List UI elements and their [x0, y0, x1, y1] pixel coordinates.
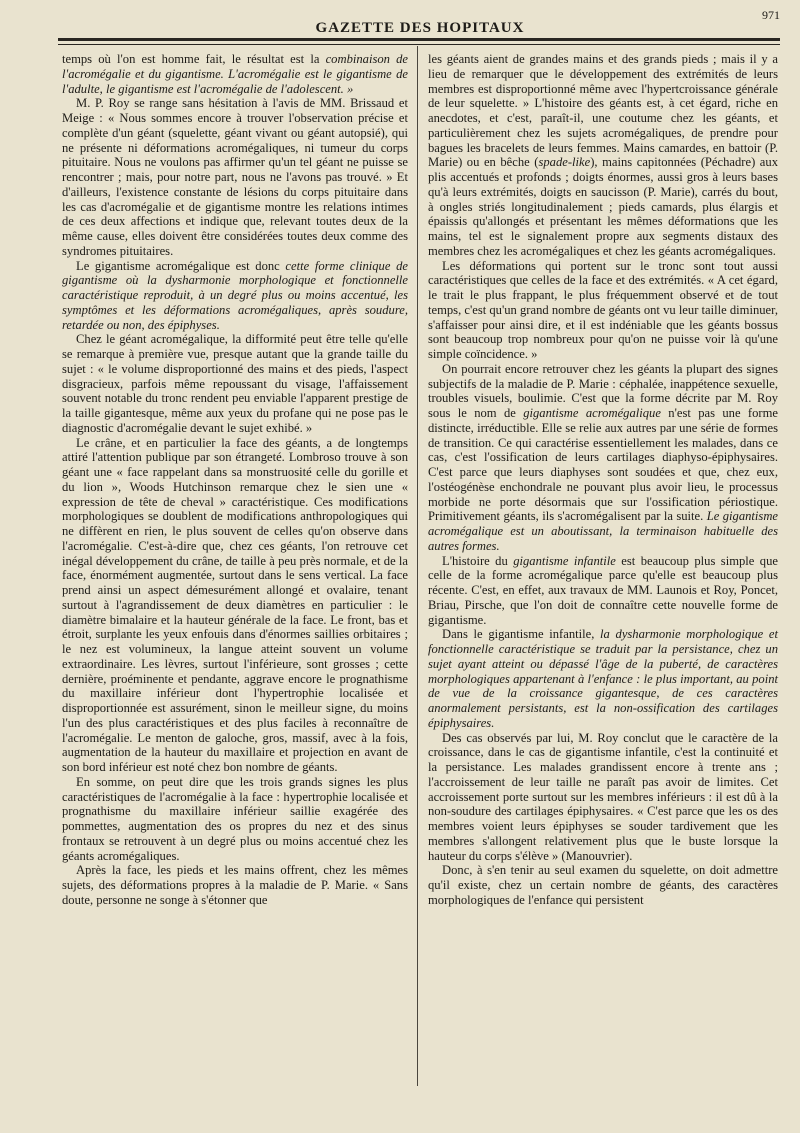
text-run: n'est pas une forme distincte, irréductible. Elle se relie aux autres par une série de formes de transition. Ce qui caractérise essentiellement les malades, dans ce cas, c'est l'ossification de leurs cartilages diaphyso-épiphysaires. C'est parce que leurs diaphyses sont soudées et que, chez eux, l'ostéogénèse enchondrale ne pouvant plus avoir lieu, le processus morbide ne porte désormais que sur l'ossification périostique. Primitivement géants, ils s'acromégalisent par la suite. — [428, 406, 778, 524]
page-header — [60, 8, 780, 38]
page-number: 971 — [762, 8, 780, 22]
italic-text: Le gigantisme acromégalique est un aboutissant, la terminaison habituelle des autres formes. — [428, 509, 779, 553]
paragraph — [428, 627, 778, 730]
paragraph — [62, 52, 408, 96]
paragraph: Chez le géant acromégalique, la difformité peut être telle qu'elle se remarque à première vue, presque autant que la grande taille du sujet : « le volume disproportionné des mains et des pieds, l'aspect disgracieux, parfois même repoussant du visage, l'affaissement souvent notable du tronc rendent peu enviable l'apparent prestige de la taille gigantesque, même aux yeux du profane qui ne pose pas le diagnostic d'acromégalie devant le sujet exhibé. » — [62, 332, 408, 435]
header-rule-thin — [58, 44, 780, 45]
paragraph: Les déformations qui portent sur le tronc sont tout aussi caractéristiques que celles de la face et des extrémités. « A cet égard, le trait le plus frappant, le plus fréquemment observé et de tout temps, c'est qu'un grand nombre de géants ont vu leur taille diminuer, s'affaisser pour ainsi dire, et il est indéniable que les géants bossus sont beaucoup trop nombreux pour qu'on ne puisse voir là qu'une simple coïncidence. » — [428, 258, 778, 361]
italic-text: gigantisme acromégalique — [523, 406, 661, 420]
italic-text: spade-like — [538, 155, 591, 170]
paragraph — [428, 362, 778, 554]
text-run: Le gigantisme acromégalique est donc — [76, 258, 286, 273]
text-run: Dans le gigantisme infantile, — [442, 627, 601, 642]
header-rule-thick — [58, 38, 780, 41]
text-run: L'histoire du — [442, 553, 514, 568]
italic-text: gigantisme infantile — [513, 553, 616, 568]
paragraph: Des cas observés par lui, M. Roy conclut que le caractère de la croissance, dans le cas de gigantisme infantile, c'est la continuité et la persistance. Les malades grandissent encore à trente ans ; l'accroissement de leur taille ne paraît pas avoir de limites. Cet accroissement porte surtout sur les membres inférieurs : il est dû à la non-soudure des cartilages épiphysaires. « C'est parce que les os des membres voient leurs épiphyses se souder tardivement que les membres s'allongent relativement plus que le buste lorsque la hauteur du corps s'élève » (Manouvrier). — [428, 730, 778, 863]
text-run: temps où l'on est homme fait, le résultat est la — [62, 52, 326, 66]
paragraph — [428, 554, 778, 628]
paragraph: En somme, on peut dire que les trois grands signes les plus caractéristiques de l'acromégalie à la face : hypertrophie localisée et prognathisme du maxillaire inférieur saillie exagérée des pommettes, augmentation des os propres du nez et des sinus frontaux se retrouvent à un degré plus ou moins accentué chez les géants acromégaliques. — [62, 774, 408, 863]
paragraph: Après la face, les pieds et les mains offrent, chez les mêmes sujets, des déformations propres à la maladie de P. Marie. « Sans doute, personne ne songe à s'étonner que — [62, 863, 408, 907]
journal-title: GAZETTE DES HOPITAUX — [315, 20, 525, 36]
italic-text: combinaison de l'acromégalie et du gigantisme. L'acromégalie est le gigantisme de l'adulte, le gigantisme est l'acromégalie de l'adolescent. » — [62, 52, 409, 96]
left-column — [62, 52, 408, 908]
right-column — [428, 52, 778, 908]
text-run: est beaucoup plus simple que celle de la forme acromégalique parce qu'elle est beaucoup plus récente. C'est, en effet, aux travaux de MM. Launois et Roy, Poncet, Briau, Pirsche, que l'on doit de connaître cette nouvelle forme de gigantisme. — [428, 553, 778, 627]
paragraph: Le crâne, et en particulier la face des géants, a de longtemps attiré l'attention publique par son étrangeté. Lombroso trouve à son géant une « face rappelant dans sa monstruosité celle du gorille et du lion », Woods Hutchinson remarque chez le sien une « expression de tête de cheval » caractéristique. Ces modifications morphologiques se doublent de modifications anthropologiques qui ne diffèrent en rien, le plus souvent de celles qu'on observe dans l'acromégalie. C'est-à-dire que, chez ces géants, l'on retrouve cet inégal développement du crâne, de taille à peu près normale, et de la face, énormément augmentée, surtout dans le sens vertical. La face prend ainsi un aspect démesurément allongé et ovalaire, tenant surtout à l'agrandissement de deux diamètres en particulier : le diamètre bimalaire et la hauteur générale de la face. Le front, bas et étroit, surplante les yeux enfouis dans d'énormes saillies orbitaires ; le nez est volumineux, la langue atteint souvent un volume extraordinaire. Les lèvres, surtout l'inférieure, sont grosses ; cette dernière, proéminente et pendante, aggrave encore le prognathisme du maxillaire inférieur dont l'hypertrophie localisée et disproportionnée est assurément, sinon le meilleur signe, du moins l'un des plus caractéristiques et des plus faciles à reconnaître de l'acromégalie. Le menton de galoche, gros, massif, avec à la fois, augmentation de la hauteur du maxillaire et projection en avant de son bord inférieur est noté chez bon nombre de géants. — [62, 435, 408, 774]
text-run: les géants aient de grandes mains et des grands pieds ; mais il y a lieu de remarquer que le développement des extrémités de leurs membres est disproportionné même avec l'hypertcroissance générale de leur squelette. » L'histoire des géants est, à cet égard, riche en anecdotes, et c'est, paraît-il, une coutume chez les géants, et particulièrement chez les sujets acromégaliques, de prendre pour bagues les bracelets de leurs femmes. Mains camardes, en battoir (P. Marie) ou en bêche ( — [428, 52, 778, 170]
italic-text: la dysharmonie morphologique et fonctionnelle caractéristique se traduit par la persistance, chez un sujet ayant atteint ou dépassé l'âge de la puberté, de caractères morphologiques appartenant à l'enfance : le plus important, au point de vue de la croissance gigantesque, de ces caractères anormalement persistants, est la non-ossification des cartilages épiphysaires. — [428, 627, 778, 730]
text-run: On pourrait encore retrouver chez les géants la plupart des signes subjectifs de la maladie de P. Marie : céphalée, inappétence sexuelle, troubles visuels, boulimie. C'est que la forme décrite par M. Roy sous le nom de — [428, 361, 778, 420]
text-run: ), mains capitonnées (Péchadre) aux plis accentués et profonds ; doigts énormes, aussi gros à leurs bases qu'à leurs extrémités, doigts en saucisson (P. Marie), carrés du bout, à ongles striés longitudinalement ; pieds camards, plus élargis et épaissis qu'allongés et présentant les mêmes déformations que les mains, tel est le signalement propre aux segments distaux des membres chez les acromégaliques et chez les géants acromégaliques. — [428, 155, 778, 258]
paragraph — [62, 259, 408, 333]
paragraph: M. P. Roy se range sans hésitation à l'avis de MM. Brissaud et Meige : « Nous sommes encore à trouver l'observation précise et complète d'un géant (squelette, géant vivant ou géant autopsié), qui ne présente ni déformations acromégaliques, ni tumeur du corps pituitaire. Nous ne voulons pas affirmer qu'un tel géant ne puisse se rencontrer ; mais, pour notre part, nous ne l'avons pas trouvé. » Et d'ailleurs, l'existence constante de lésions du corps pituitaire dans les cas d'acromégalie et de gigantisme montre les relations intimes de ces deux affections et indique que, relevant toutes deux de la même cause, elles doivent être considérées toutes deux comme des syndromes pituitaires. — [62, 96, 408, 258]
paragraph — [428, 52, 778, 259]
italic-text: cette forme clinique de gigantisme où la dysharmonie morphologique et fonctionnelle caractéristique reproduit, à un degré plus ou moins accentué, les symptômes et les déformations acromégaliques, après soudure, retardée ou non, des épiphyses. — [62, 258, 408, 332]
paragraph: Donc, à s'en tenir au seul examen du squelette, on doit admettre qu'il existe, chez un certain nombre de géants, des caractères morphologiques de l'enfance qui persistent — [428, 863, 778, 907]
column-divider — [417, 46, 418, 1086]
